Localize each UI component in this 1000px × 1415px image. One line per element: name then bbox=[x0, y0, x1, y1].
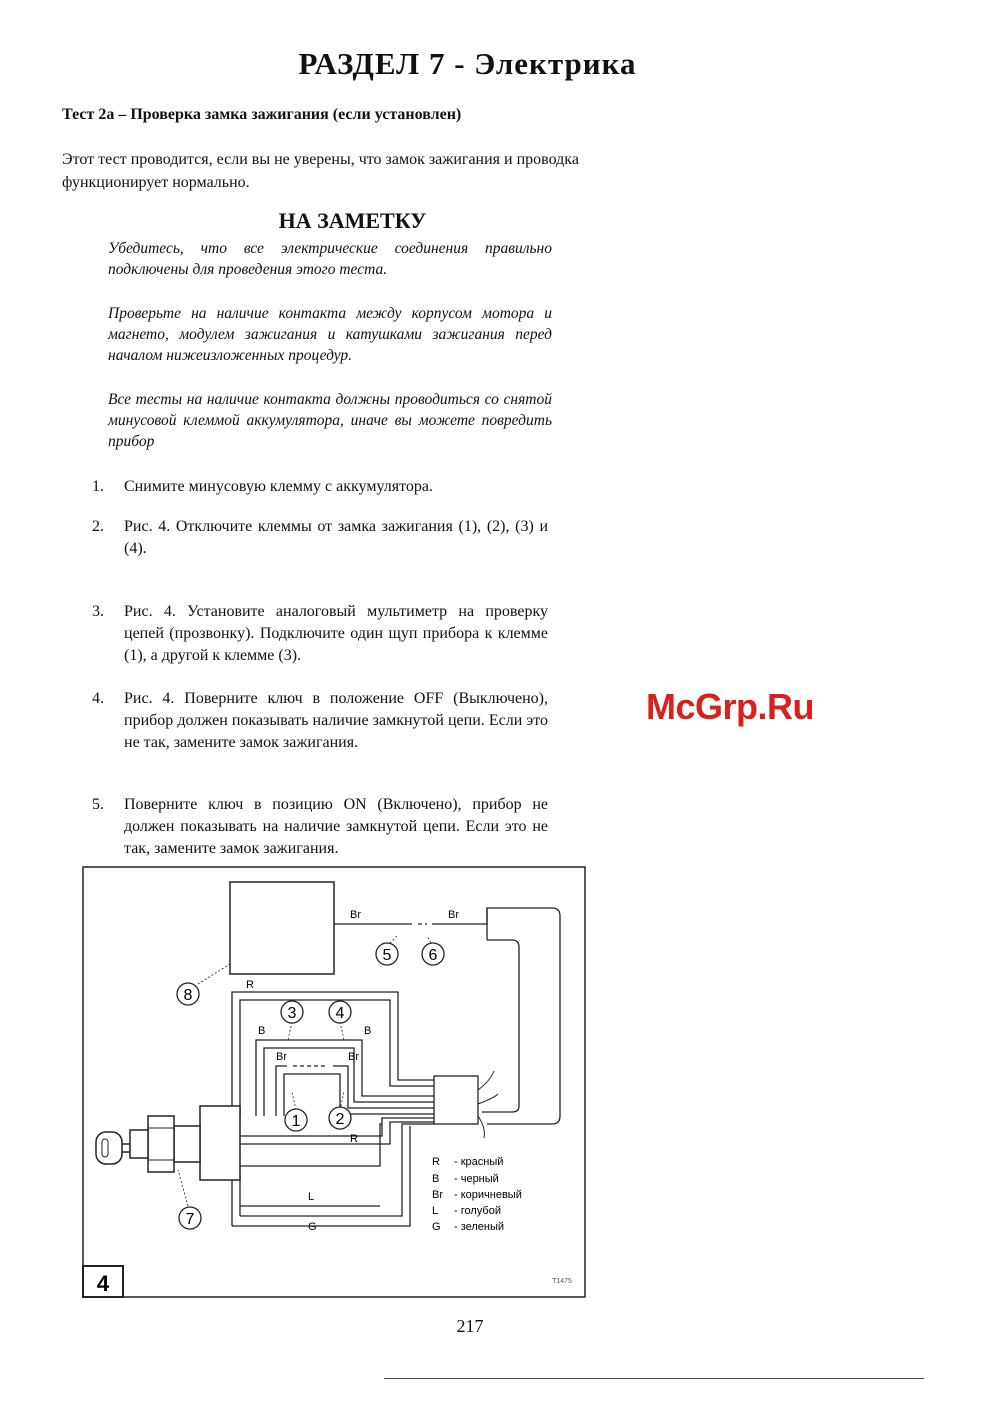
legend-code: G bbox=[432, 1221, 441, 1233]
svg-text:5: 5 bbox=[382, 947, 392, 964]
callout-3 bbox=[281, 1001, 303, 1023]
callout-7 bbox=[179, 1207, 201, 1229]
step-number: 1. bbox=[92, 478, 104, 495]
wire-label: G bbox=[308, 1221, 317, 1233]
note-paragraph: Убедитесь, что все электрические соединения правильно подключены для проведения этого теста. bbox=[108, 240, 552, 278]
color-legend bbox=[432, 1156, 522, 1233]
step-text: Рис. 4. Поверните ключ в положение OFF (Выключено), прибор должен показывать наличие замкнутой цепи. Если это не так, замените замок зажигания. bbox=[124, 690, 548, 751]
wire-label: B bbox=[258, 1025, 266, 1037]
wire-label: L bbox=[308, 1191, 315, 1203]
ignition-switch bbox=[130, 1106, 240, 1180]
wire-label: R bbox=[350, 1133, 358, 1145]
figure-code: T1475 bbox=[552, 1278, 572, 1285]
step-number: 3. bbox=[92, 603, 104, 620]
wire-label: Br bbox=[350, 909, 361, 921]
bottom-rule bbox=[384, 1378, 924, 1379]
harness-connector bbox=[434, 1076, 478, 1124]
legend-desc: - голубой bbox=[454, 1205, 501, 1217]
page-number: 217 bbox=[456, 1316, 484, 1336]
svg-text:3: 3 bbox=[287, 1005, 297, 1022]
note-paragraph: Все тесты на наличие контакта должны проводиться со снятой минусовой клеммой аккумулятора, иначе вы можете повредить прибор bbox=[108, 391, 552, 450]
svg-text:4: 4 bbox=[335, 1005, 345, 1022]
callout-4 bbox=[329, 1001, 351, 1023]
svg-text:6: 6 bbox=[428, 947, 438, 964]
note-paragraph: Проверьте на наличие контакта между корпусом мотора и магнето, модулем зажигания и катушками зажигания перед началом нижеизложенных процедур. bbox=[108, 305, 552, 364]
legend-code: B bbox=[432, 1173, 440, 1185]
step-item bbox=[92, 688, 548, 754]
step-item bbox=[92, 794, 548, 860]
svg-text:7: 7 bbox=[185, 1211, 195, 1228]
section-title: РАЗДЕЛ 7 - Электрика bbox=[298, 46, 637, 81]
wire-label: R bbox=[246, 979, 254, 991]
figure-number: 4 bbox=[96, 1271, 110, 1296]
wire-label: Br bbox=[348, 1051, 359, 1063]
step-text: Рис. 4. Отключите клеммы от замка зажигания (1), (2), (3) и (4). bbox=[124, 518, 548, 557]
svg-text:2: 2 bbox=[335, 1111, 345, 1128]
wire-label: B bbox=[364, 1025, 372, 1037]
step-text: Поверните ключ в позицию ON (Включено), прибор не должен показывать на наличие замкнутой цепи. Если это не так, замените замок зажигания. bbox=[124, 796, 548, 857]
component-box bbox=[230, 882, 334, 974]
step-item bbox=[92, 476, 548, 498]
watermark: McGrp.Ru bbox=[646, 686, 815, 727]
legend-desc: - черный bbox=[454, 1173, 499, 1185]
callout-2 bbox=[329, 1107, 351, 1129]
wire-label: Br bbox=[448, 909, 459, 921]
callout-8 bbox=[177, 983, 199, 1005]
note-title: НА ЗАМЕТКУ bbox=[278, 208, 427, 233]
legend-desc: - коричневый bbox=[454, 1189, 522, 1201]
key-icon bbox=[96, 1132, 130, 1164]
step-number: 5. bbox=[92, 796, 104, 813]
callout-6 bbox=[422, 943, 444, 965]
legend-desc: - зеленый bbox=[454, 1221, 505, 1233]
legend-code: L bbox=[432, 1205, 439, 1217]
intro-paragraph: Этот тест проводится, если вы не уверены, что замок зажигания и проводка функционирует нормально. bbox=[62, 151, 579, 191]
step-item bbox=[92, 601, 548, 667]
wiring-diagram bbox=[82, 866, 586, 1298]
legend-code: Br bbox=[432, 1189, 443, 1201]
legend-code: R bbox=[432, 1156, 440, 1168]
svg-text:1: 1 bbox=[291, 1113, 301, 1130]
step-number: 2. bbox=[92, 518, 104, 535]
callout-5 bbox=[376, 943, 398, 965]
step-number: 4. bbox=[92, 690, 104, 707]
step-text: Рис. 4. Установите аналоговый мультиметр на проверку цепей (прозвонку). Подключите один щуп прибора к клемме (1), а другой к клемме (3). bbox=[124, 603, 548, 664]
step-text: Снимите минусовую клемму с аккумулятора. bbox=[124, 478, 433, 495]
step-item bbox=[92, 516, 548, 560]
legend-desc: - красный bbox=[454, 1156, 504, 1168]
svg-text:8: 8 bbox=[183, 987, 193, 1004]
callout-1 bbox=[285, 1109, 307, 1131]
test-title: Тест 2а – Проверка замка зажигания (если установлен) bbox=[62, 106, 462, 123]
wire-label: Br bbox=[276, 1051, 287, 1063]
